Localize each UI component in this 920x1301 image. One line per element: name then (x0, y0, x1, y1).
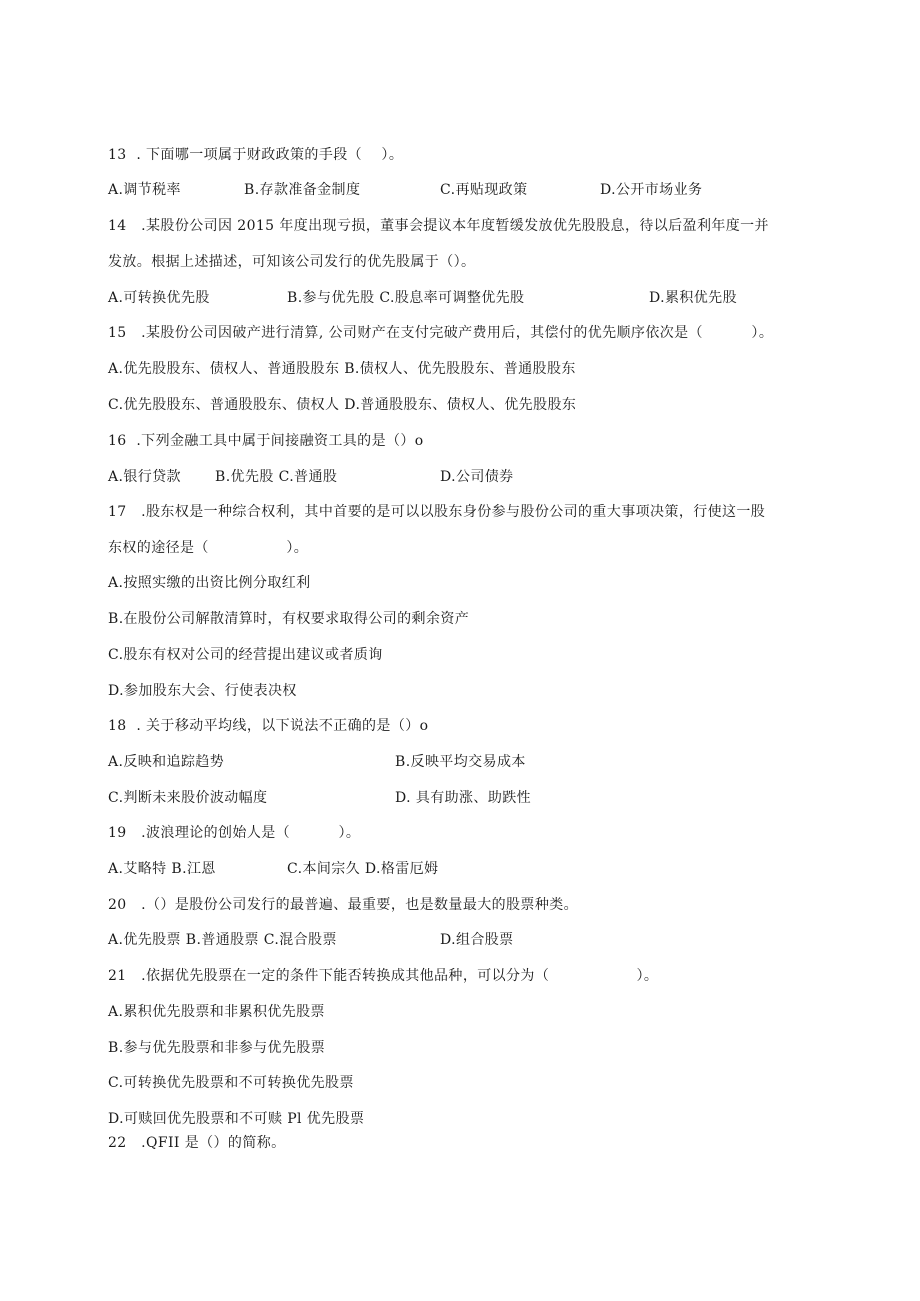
question-17-option-d: D.参加股东大会、行使表决权 (108, 683, 297, 699)
question-18-option-b: B.反映平均交易成本 (395, 754, 526, 770)
question-14-option-a: A.可转换优先股 (108, 290, 210, 306)
question-15-stem: 15 .某股份公司因破产进行清算, 公司财产在支付完破产费用后，其偿付的优先顺序依次是（ ）。 (108, 325, 774, 341)
question-16-option-d: D.公司债券 (440, 469, 514, 485)
question-15-options-ab: A.优先股股东、债权人、普通股股东 B.债权人、优先股股东、普通股股东 (108, 361, 576, 377)
question-20-option-d: D.组合股票 (440, 932, 514, 948)
question-22-stem: 22 .QFII 是（）的简称。 (108, 1135, 286, 1151)
question-13-option-a: A.调节税率 (108, 182, 181, 198)
question-16-stem: 16 .下列金融工具中属于间接融资工具的是（）o (108, 433, 424, 449)
question-17-option-a: A.按照实缴的出资比例分取红利 (108, 575, 311, 591)
question-16-option-bc: B.优先股 C.普通股 (215, 469, 338, 485)
question-13-option-c: C.再贴现政策 (440, 182, 528, 198)
question-14-stem-line-1: 14 .某股份公司因 2015 年度出现亏损，董事会提议本年度暂缓发放优先股股息，待以后盈利年度一并 (108, 218, 769, 234)
question-13-option-b: B.存款准备金制度 (244, 182, 361, 198)
question-21-option-a: A.累积优先股票和非累积优先股票 (108, 1004, 325, 1020)
question-21-option-b: B.参与优先股票和非参与优先股票 (108, 1040, 326, 1056)
question-18-stem: 18 . 关于移动平均线，以下说法不正确的是（）o (108, 718, 429, 734)
question-18-option-a: A.反映和追踪趋势 (108, 754, 225, 770)
question-14-stem-line-2: 发放。根据上述描述，可知该公司发行的优先股属于（）。 (108, 254, 476, 270)
question-20-stem: 20 .（）是股份公司发行的最普遍、最重要，也是数量最大的股票种类。 (108, 897, 579, 913)
question-13-option-d: D.公开市场业务 (600, 182, 703, 198)
question-21-option-c: C.可转换优先股票和不可转换优先股票 (108, 1075, 354, 1091)
question-21-option-d: D.可赎回优先股票和不可赎 Pl 优先股票 (108, 1111, 365, 1127)
question-15-options-cd: C.优先股股东、普通股股东、债权人 D.普通股股东、债权人、优先股股东 (108, 397, 577, 413)
question-19-options-cd: C.本间宗久 D.格雷厄姆 (287, 861, 439, 877)
question-20-options-abc: A.优先股票 B.普通股票 C.混合股票 (108, 932, 337, 948)
question-21-stem: 21 .依据优先股票在一定的条件下能否转换成其他品种，可以分为（ ）。 (108, 968, 659, 984)
question-17-stem-line-2: 东权的途径是（ ）。 (108, 540, 309, 556)
question-18-option-d: D. 具有助涨、助跌性 (395, 790, 532, 806)
question-19-stem: 19 .波浪理论的创始人是（ ）。 (108, 825, 361, 841)
question-17-option-b: B.在股份公司解散清算时，有权要求取得公司的剩余资产 (108, 611, 470, 627)
question-13-stem: 13 . 下面哪一项属于财政政策的手段（ ）。 (108, 147, 404, 163)
question-18-option-c: C.判断未来股价波动幅度 (108, 790, 268, 806)
question-19-options-ab: A.艾略特 B.江恩 (108, 861, 216, 877)
question-17-stem-line-1: 17 .股东权是一种综合权利，其中首要的是可以以股东身份参与股份公司的重大事项决策，行使这一股 (108, 504, 766, 520)
question-17-option-c: C.股东有权对公司的经营提出建议或者质询 (108, 647, 383, 663)
question-14-option-d: D.累积优先股 (649, 290, 737, 306)
question-14-option-bc: B.参与优先股 C.股息率可调整优先股 (287, 290, 525, 306)
question-16-option-a: A.银行贷款 (108, 469, 181, 485)
